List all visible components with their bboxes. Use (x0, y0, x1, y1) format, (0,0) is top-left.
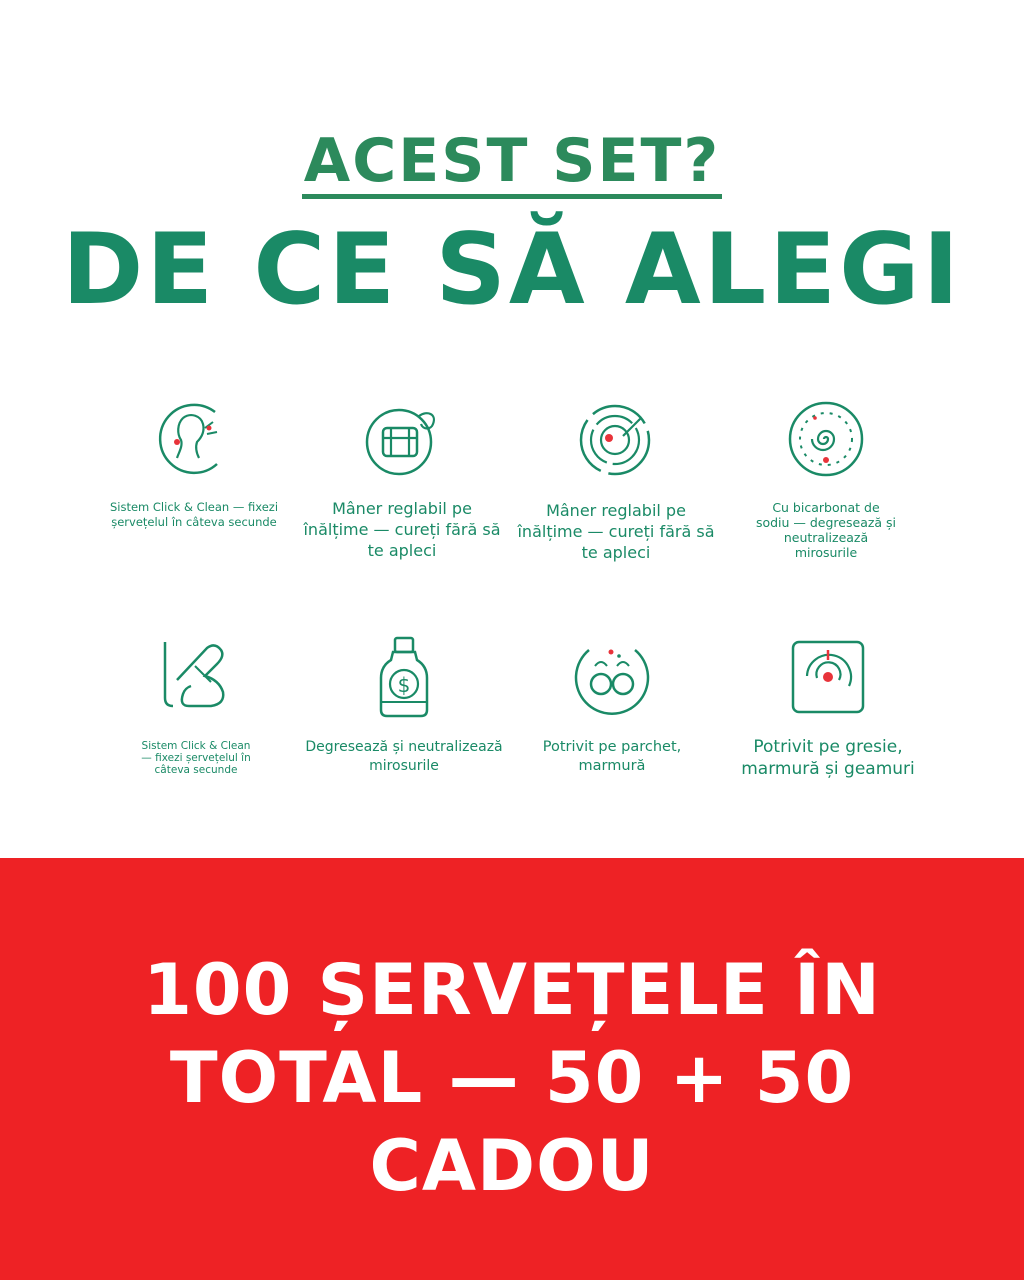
swirl-circle-icon (726, 398, 926, 484)
promo-banner-text (40, 946, 984, 1210)
feature-4-text: Cu bicarbonat de sodiu — degresează și neutralizează mirosurile (755, 500, 897, 560)
feature-7 (512, 636, 712, 776)
svg-text:$: $ (397, 673, 411, 697)
promo-line-2: TOTAL — 50 + 50 (169, 1037, 855, 1119)
feature-3 (516, 398, 716, 563)
feature-7-text: Potrivit pe parchet, marmură (542, 739, 682, 774)
promo-line-1: 100 ȘERVEȚELE ÎN (143, 949, 881, 1031)
heading-top-text: ACEST SET? (302, 128, 722, 199)
feature-5-text: Sistem Click & Clean — fixezi șervețelul în câteva secunde (141, 740, 251, 776)
brush-head-icon (302, 398, 502, 484)
feature-6 (304, 636, 504, 776)
bubbles-circle-icon (512, 636, 712, 722)
square-swirl-icon (728, 636, 928, 722)
feature-5 (96, 636, 296, 776)
feature-3-text: Mâner reglabil pe înălțime — cureți fără să te apleci (517, 501, 715, 562)
face-spray-icon (94, 398, 294, 484)
promo-line-3: CADOU (369, 1125, 655, 1207)
hand-pump-icon (96, 636, 296, 722)
bottle-icon (304, 636, 504, 722)
heading-main: DE CE SĂ ALEGI (61, 213, 963, 327)
feature-1-text: Sistem Click & Clean — fixezi șervețelul în câteva secunde (109, 500, 279, 529)
feature-8 (728, 636, 928, 780)
feature-8-text: Potrivit pe gresie, marmură și geamuri (741, 737, 915, 779)
feature-1 (94, 398, 294, 530)
feature-4 (726, 398, 926, 560)
feature-6-text: Degresează și neutralizează mirosurile (305, 739, 503, 774)
target-spiral-icon (516, 398, 716, 484)
feature-2 (302, 398, 502, 561)
feature-2-text: Mâner reglabil pe înălțime — cureți fără să te apleci (303, 499, 501, 560)
heading-top (0, 128, 1024, 199)
